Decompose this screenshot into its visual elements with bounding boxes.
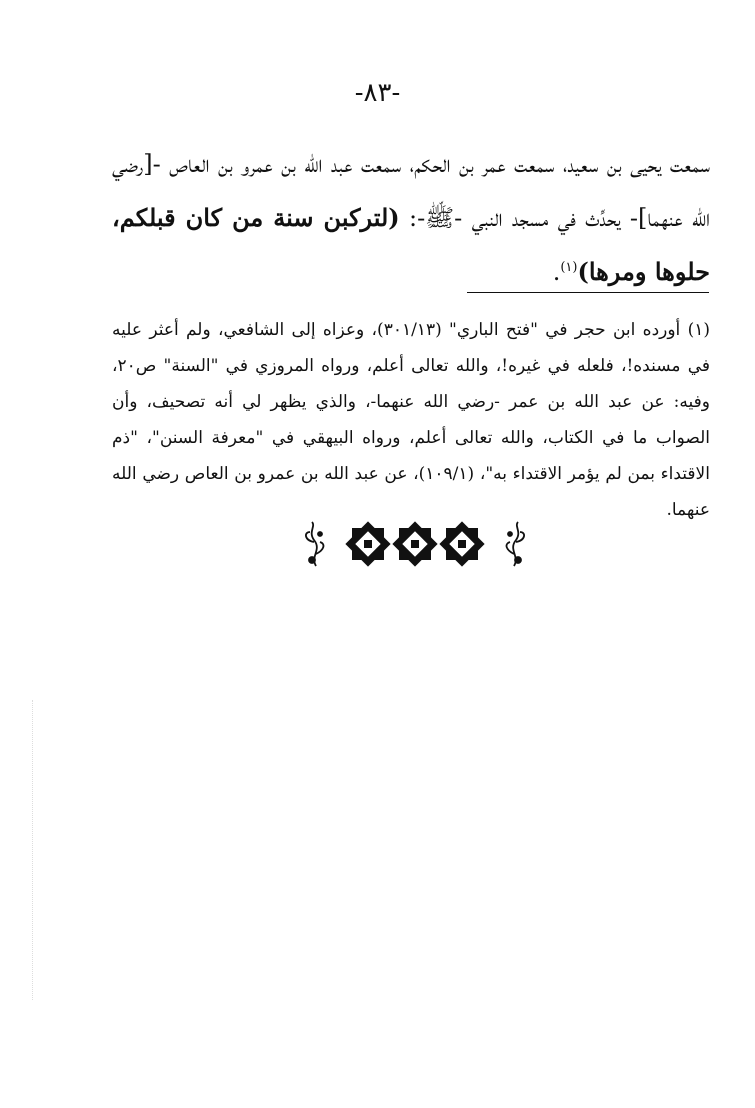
star-tile-icon-2: [392, 521, 437, 566]
main-text-end: .: [552, 258, 561, 286]
floral-sprig-left-icon: [306, 522, 324, 566]
scan-margin-mark: [32, 700, 34, 1000]
footnote-separator: [467, 292, 709, 293]
footnotes: [112, 312, 710, 528]
star-tile-icon-1: [345, 521, 390, 566]
main-text-part1: سمعت يحيى بن سعيد، سمعت عمر بن الحكم، سمعت عبد الله بن عمرو بن العاص -[رضي الله عنهما]- يحدِّث في مسجد النبي -ﷺ-:: [112, 150, 710, 232]
floral-sprig-right-icon: [507, 522, 525, 566]
arabesque-divider-ornament: [300, 520, 530, 568]
hadith-highlight: (لتركبن سنة من كان قبلكم، حلوها ومرها): [112, 203, 710, 286]
footnote-ref: (١): [560, 260, 578, 275]
footnote-1: (١) أورده ابن حجر في "فتح الباري" (٣٠١/١٣)، وعزاه إلى الشافعي، ولم أعثر عليه في مسنده!، فلعله في غيره!، والله تعالى أعلم، ورواه المروزي في "السنة" ص٢٠، وفيه: عن عبد الله بن عمر -رضي الله عنهما-، والذي يظهر لي أنه تصحيف، وأن الصواب ما في الكتاب، والله تعالى أعلم، ورواه البيهقي في "معرفة السنن"، "ذم الاقتداء بمن لم يؤمر الاقتداء به"، (١٠٩/١)، عن عبد الله بن عمرو بن العاص رضي الله عنهما.: [112, 320, 710, 520]
page-number: -٨٣-: [354, 78, 401, 108]
main-paragraph: [112, 138, 710, 299]
star-tile-icon-3: [439, 521, 484, 566]
